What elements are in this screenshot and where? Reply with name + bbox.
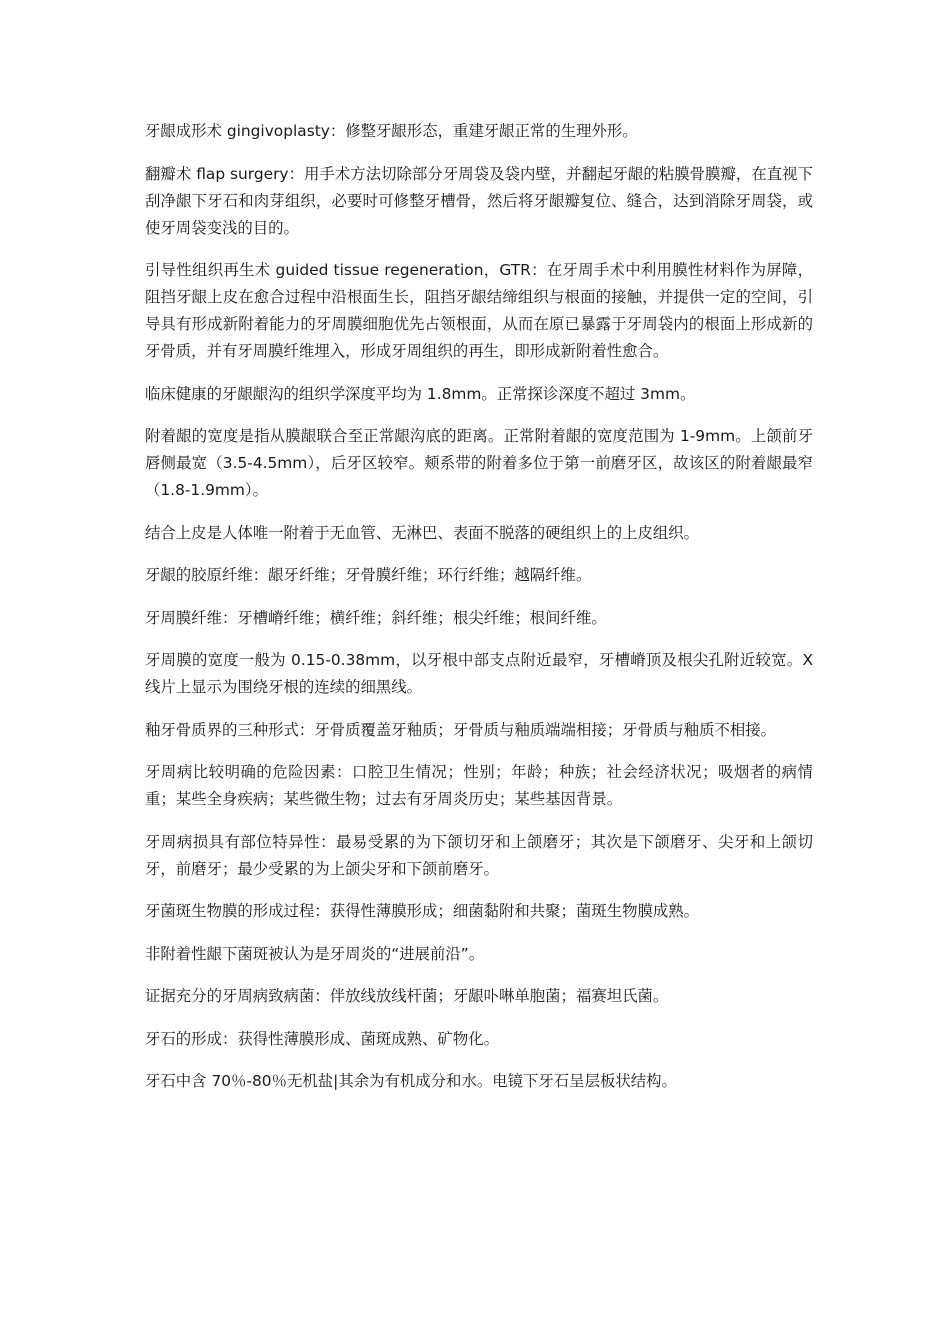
paragraph-gingival-fibers: 牙龈的胶原纤维：龈牙纤维；牙骨膜纤维；环行纤维；越隔纤维。 [145, 566, 592, 584]
paragraph-pdl-fibers: 牙周膜纤维：牙槽嵴纤维；横纤维；斜纤维；根尖纤维；根间纤维。 [145, 608, 607, 627]
paragraph-junctional-epithelium: 结合上皮是人体唯一附着于无血管、无淋巴、表面不脱落的硬组织上的上皮组织。 [145, 523, 700, 542]
paragraph-cej-forms: 釉牙骨质界的三种形式：牙骨质覆盖牙釉质；牙骨质与釉质端端相接；牙骨质与釉质不相接。 [145, 720, 777, 739]
paragraph-biofilm-formation: 牙菌斑生物膜的形成过程：获得性薄膜形成；细菌黏附和共聚；菌斑生物膜成熟。 [145, 902, 700, 920]
paragraph-pathogens: 证据充分的牙周病致病菌：伴放线放线杆菌；牙龈卟啉单胞菌；福赛坦氏菌。 [145, 987, 669, 1005]
paragraph-sulcus-depth: 临床健康的牙龈龈沟的组织学深度平均为 1.8mm。正常探诊深度不超过 3mm。 [145, 384, 696, 403]
paragraph-gingivoplasty: 牙龈成形术 gingivoplasty：修整牙龈形态，重建牙龈正常的生理外形。 [145, 122, 638, 140]
document-body [145, 118, 813, 1111]
paragraph-gtr: 引导性组织再生术 guided tissue regeneration，GTR：在牙周手术中利用膜性材料作为屏障，阻挡牙龈上皮在愈合过程中沿根面生长，阻挡牙龈结缔组织与根面的接触，并提供一定的空间，引导具有形成新附着能力的牙周膜细胞优先占领根面，从而在原已暴露于牙周袋内的根面上形成新的牙骨质，并有牙周膜纤维埋入，形成牙周组织的再生，即形成新附着性愈合。 [145, 261, 813, 360]
paragraph-flap-surgery: 翻瓣术 flap surgery：用手术方法切除部分牙周袋及袋内壁，并翻起牙龈的粘膜骨膜瓣，在直视下刮净龈下牙石和肉芽组织，必要时可修整牙槽骨，然后将牙龈瓣复位、缝合，达到消除牙周袋，或使牙周袋变浅的目的。 [145, 164, 813, 237]
paragraph-risk-factors: 牙周病比较明确的危险因素：口腔卫生情况；性别；年龄；种族；社会经济状况；吸烟者的病情重；某些全身疾病；某些微生物；过去有牙周炎历史；某些基因背景。 [145, 763, 813, 808]
paragraph-pdl-width: 牙周膜的宽度一般为 0.15-0.38mm，以牙根中部支点附近最窄，牙槽嵴顶及根尖孔附近较宽。X 线片上显示为围绕牙根的连续的细黑线。 [145, 651, 813, 696]
paragraph-site-specificity: 牙周病损具有部位特异性：最易受累的为下颌切牙和上颌磨牙；其次是下颌磨牙、尖牙和上颌切牙，前磨牙；最少受累的为上颌尖牙和下颌前磨牙。 [145, 832, 813, 878]
paragraph-calculus-composition: 牙石中含 70％-80％无机盐|其余为有机成分和水。电镜下牙石呈层板状结构。 [145, 1072, 677, 1090]
paragraph-advancing-front: 非附着性龈下菌斑被认为是牙周炎的“进展前沿”。 [145, 944, 485, 963]
paragraph-calculus-formation: 牙石的形成：获得性薄膜形成、菌斑成熟、矿物化。 [145, 1029, 499, 1048]
paragraph-attached-gingiva: 附着龈的宽度是指从膜龈联合至正常龈沟底的距离。正常附着龈的宽度范围为 1-9mm。上颌前牙唇侧最宽（3.5-4.5mm），后牙区较窄。颊系带的附着多位于第一前磨牙区，故该区的附着龈最窄（1.8-1.9mm）。 [145, 427, 813, 499]
